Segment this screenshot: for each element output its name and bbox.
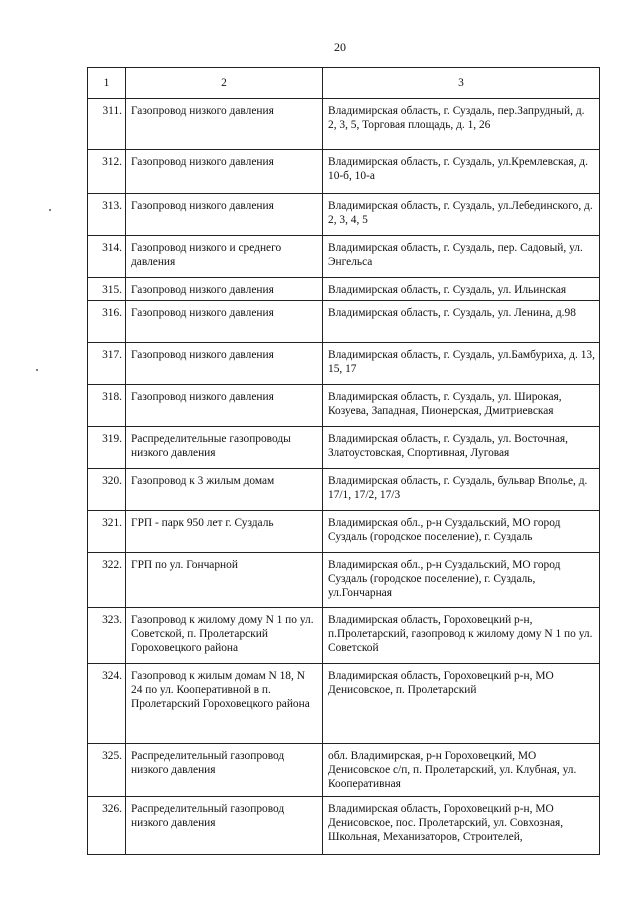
object-address: Владимирская область, г. Суздаль, ул. Восточная, Златоустовская, Спортивная, Луговая xyxy=(323,427,600,469)
table-row xyxy=(88,469,600,511)
object-name: Газопровод низкого давления xyxy=(126,194,323,236)
object-address: обл. Владимирская, р-н Гороховецкий, МО Денисовское с/п, п. Пролетарский, ул. Клубная, ул. Кооперативная xyxy=(323,744,600,797)
object-name: Распределительные газопроводы низкого давления xyxy=(126,427,323,469)
object-address: Владимирская обл., р-н Суздальский, МО город Суздаль (городское поселение), г. Суздаль, ул.Гончарная xyxy=(323,553,600,608)
table-header-row xyxy=(88,68,600,99)
object-address: Владимирская область, г. Суздаль, ул. Ильинская xyxy=(323,278,600,301)
column-header-1: 1 xyxy=(88,68,126,99)
object-name: Газопровод низкого давления xyxy=(126,278,323,301)
table-row xyxy=(88,744,600,797)
table-row xyxy=(88,553,600,608)
object-address: Владимирская обл., р-н Суздальский, МО город Суздаль (городское поселение), г. Суздаль xyxy=(323,511,600,553)
table-row xyxy=(88,301,600,343)
row-number: 324. xyxy=(88,664,126,744)
scan-speck xyxy=(49,209,51,211)
row-number: 321. xyxy=(88,511,126,553)
table-row xyxy=(88,511,600,553)
object-address: Владимирская область, Гороховецкий р-н, МО Денисовское, п. Пролетарский xyxy=(323,664,600,744)
object-name: Газопровод низкого давления xyxy=(126,301,323,343)
scan-speck xyxy=(36,369,38,371)
column-header-2: 2 xyxy=(126,68,323,99)
row-number: 325. xyxy=(88,744,126,797)
row-number: 317. xyxy=(88,343,126,385)
row-number: 318. xyxy=(88,385,126,427)
object-name: Газопровод низкого давления xyxy=(126,343,323,385)
row-number: 311. xyxy=(88,99,126,150)
page-number: 20 xyxy=(334,40,346,54)
row-number: 323. xyxy=(88,608,126,664)
table-row xyxy=(88,385,600,427)
object-name: Газопровод низкого давления xyxy=(126,99,323,150)
table-row xyxy=(88,427,600,469)
object-address: Владимирская область, Гороховецкий р-н, МО Денисовское, пос. Пролетарский, ул. Совхозная, Школьная, Механизаторов, Строителей, xyxy=(323,797,600,855)
object-name: Газопровод низкого давления xyxy=(126,385,323,427)
table-row xyxy=(88,194,600,236)
object-name: ГРП по ул. Гончарной xyxy=(126,553,323,608)
object-name: Газопровод к жилым домам N 18, N 24 по ул. Кооперативной в п. Пролетарский Гороховецкого района xyxy=(126,664,323,744)
object-address: Владимирская область, Гороховецкий р-н, п.Пролетарский, газопровод к жилому дому N 1 по ул. Советской xyxy=(323,608,600,664)
object-address: Владимирская область, г. Суздаль, ул. Широкая, Козуева, Западная, Пионерская, Дмитриевская xyxy=(323,385,600,427)
row-number: 316. xyxy=(88,301,126,343)
table-row xyxy=(88,797,600,855)
table-row xyxy=(88,343,600,385)
object-address: Владимирская область, г. Суздаль, пер.Запрудный, д. 2, 3, 5, Торговая площадь, д. 1, 26 xyxy=(323,99,600,150)
object-address: Владимирская область, г. Суздаль, ул.Кремлевская, д. 10-б, 10-а xyxy=(323,150,600,194)
object-address: Владимирская область, г. Суздаль, бульвар Вполье, д. 17/1, 17/2, 17/3 xyxy=(323,469,600,511)
table-row xyxy=(88,608,600,664)
object-name: Газопровод к жилому дому N 1 по ул. Советской, п. Пролетарский Гороховецкого района xyxy=(126,608,323,664)
row-number: 320. xyxy=(88,469,126,511)
row-number: 326. xyxy=(88,797,126,855)
column-header-3: 3 xyxy=(323,68,600,99)
row-number: 319. xyxy=(88,427,126,469)
object-name: Газопровод низкого давления xyxy=(126,150,323,194)
row-number: 322. xyxy=(88,553,126,608)
row-number: 312. xyxy=(88,150,126,194)
table-body xyxy=(88,99,600,855)
object-name: ГРП - парк 950 лет г. Суздаль xyxy=(126,511,323,553)
object-name: Распределительный газопровод низкого давления xyxy=(126,744,323,797)
object-name: Газопровод к 3 жилым домам xyxy=(126,469,323,511)
object-address: Владимирская область, г. Суздаль, ул.Бамбуриха, д. 13, 15, 17 xyxy=(323,343,600,385)
object-name: Газопровод низкого и среднего давления xyxy=(126,236,323,278)
table-row xyxy=(88,99,600,150)
row-number: 314. xyxy=(88,236,126,278)
table-row xyxy=(88,236,600,278)
table-row xyxy=(88,150,600,194)
object-address: Владимирская область, г. Суздаль, ул. Ленина, д.98 xyxy=(323,301,600,343)
object-name: Распределительный газопровод низкого давления xyxy=(126,797,323,855)
row-number: 315. xyxy=(88,278,126,301)
table-row xyxy=(88,664,600,744)
table-row xyxy=(88,278,600,301)
objects-table xyxy=(87,67,600,855)
row-number: 313. xyxy=(88,194,126,236)
object-address: Владимирская область, г. Суздаль, ул.Лебединского, д. 2, 3, 4, 5 xyxy=(323,194,600,236)
object-address: Владимирская область, г. Суздаль, пер. Садовый, ул. Энгельса xyxy=(323,236,600,278)
